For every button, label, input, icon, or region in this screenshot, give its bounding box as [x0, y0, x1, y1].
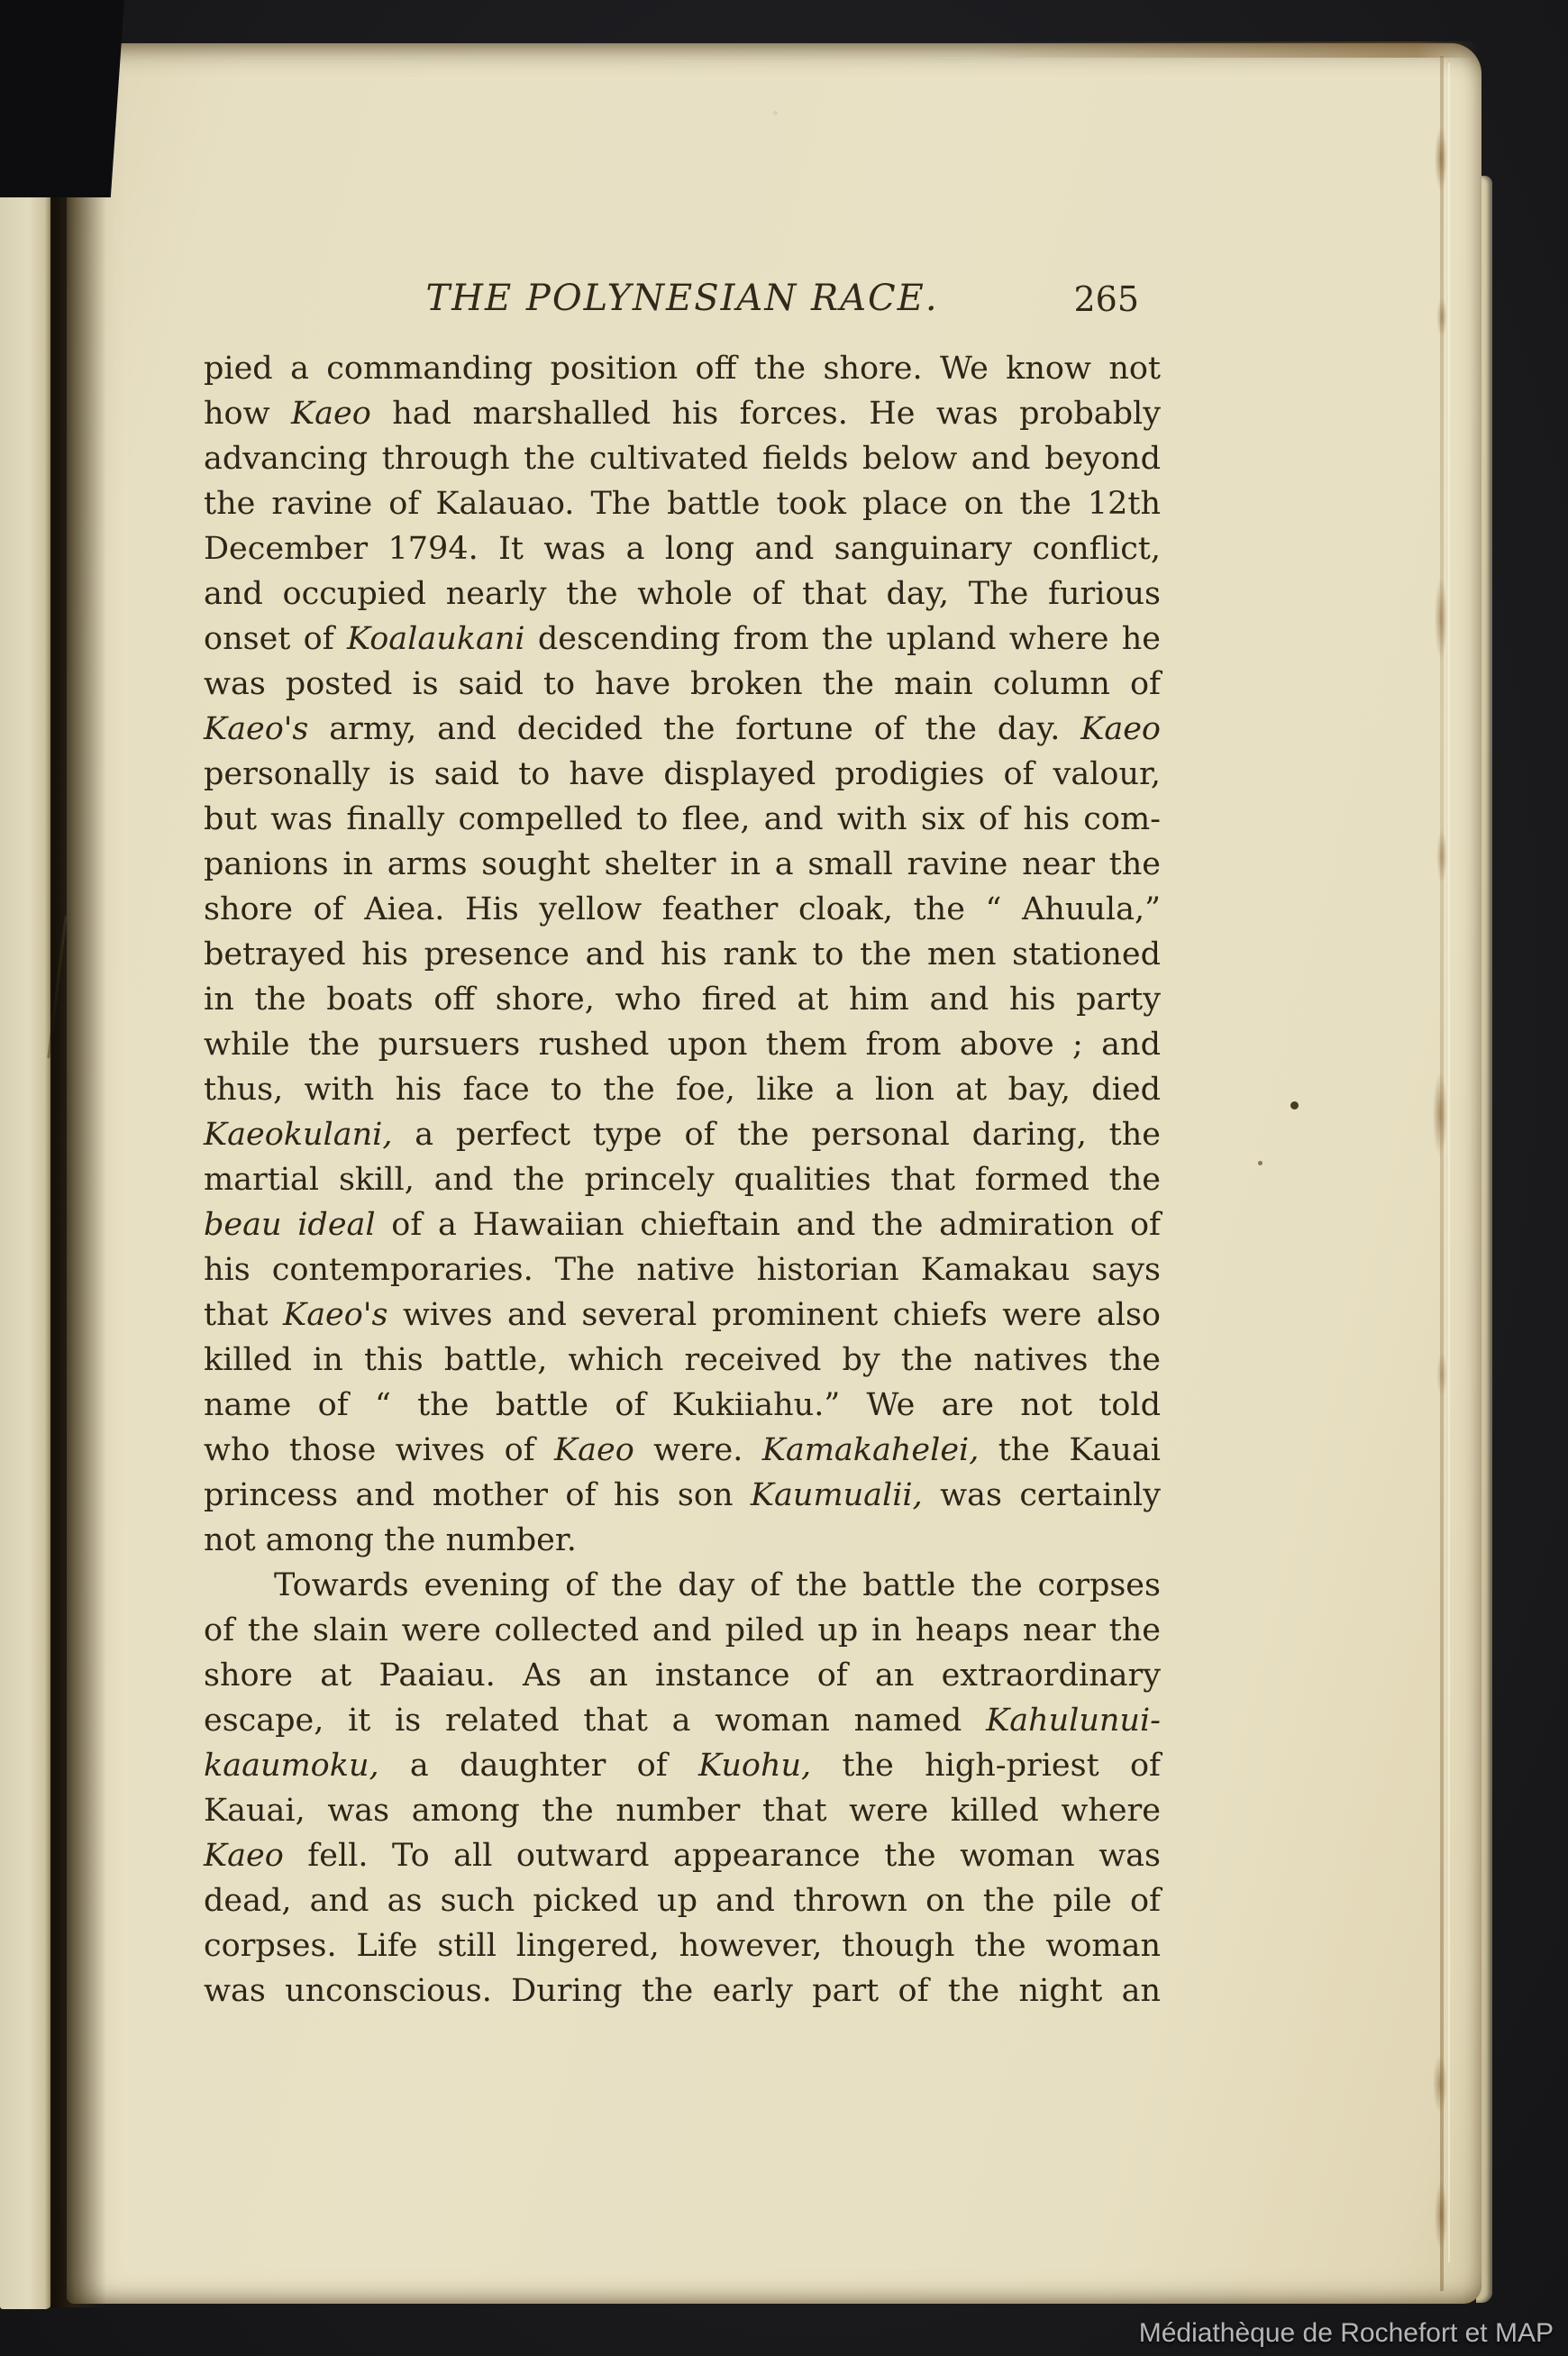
- italic-text-segment: Kuohu,: [697, 1748, 812, 1784]
- text-segment: betrayed his presence and his rank to the men stationed: [204, 936, 1161, 973]
- facing-page-edge: [0, 186, 52, 2309]
- text-segment: pied a commanding position off the shore. We know not: [204, 351, 1161, 387]
- italic-text-segment: Kaeo's: [283, 1297, 388, 1333]
- italic-text-segment: kaaumoku,: [204, 1748, 379, 1784]
- text-line: [204, 1067, 1161, 1112]
- text-segment: the Kauai: [979, 1432, 1161, 1468]
- text-segment: shore of Aiea. His yellow feather cloak, the “ Ahuula,”: [204, 891, 1161, 927]
- running-header-title: THE POLYNESIAN RACE.: [425, 278, 939, 319]
- text-segment: dead, and as such picked up and thrown on the pile of: [204, 1883, 1161, 1919]
- text-line: [204, 616, 1161, 662]
- text-line: [204, 1698, 1161, 1743]
- text-segment: Kauai, was among the number that were killed where: [204, 1793, 1161, 1829]
- italic-text-segment: Kaeo: [291, 396, 371, 432]
- foxing-stain: [1436, 829, 1447, 883]
- text-segment: princess and mother of his son: [204, 1477, 751, 1513]
- text-line: [204, 842, 1161, 887]
- text-segment: the ravine of Kalauao. The battle took place on the 12th: [204, 486, 1161, 522]
- text-segment: was posted is said to have broken the main column of: [204, 666, 1161, 702]
- text-line: [204, 1743, 1161, 1788]
- text-line: [204, 1473, 1161, 1518]
- text-segment: who those wives of: [204, 1432, 554, 1468]
- text-line: [204, 887, 1161, 932]
- text-line: [204, 1112, 1161, 1157]
- spine-shadow: [0, 0, 124, 197]
- foxing-stain: [1435, 126, 1447, 191]
- italic-text-segment: Kaeo: [1080, 711, 1161, 747]
- ink-speck: [773, 111, 778, 115]
- text-line: [204, 1968, 1161, 2014]
- text-line: [204, 1202, 1161, 1247]
- text-segment: Towards evening of the day of the battle the corpses: [274, 1567, 1161, 1603]
- text-line: [204, 1292, 1161, 1338]
- text-line: [204, 1518, 1161, 1563]
- text-segment: of a Hawaiian chieftain and the admiration of: [375, 1207, 1161, 1243]
- book-page: [67, 43, 1481, 2304]
- text-segment: panions in arms sought shelter in a small ravine near the: [204, 846, 1161, 882]
- text-line: [204, 1833, 1161, 1878]
- text-line: [204, 391, 1161, 436]
- italic-text-segment: Kamakahelei,: [761, 1432, 980, 1468]
- page-edge-crease: [1440, 56, 1444, 2291]
- text-line: [204, 797, 1161, 842]
- text-line: [204, 1788, 1161, 1833]
- text-segment: December 1794. It was a long and sanguinary conflict,: [204, 531, 1161, 567]
- text-line: [204, 1878, 1161, 1923]
- text-line: [204, 1383, 1161, 1428]
- text-segment: how: [204, 396, 291, 432]
- italic-text-segment: Kahulunui-: [986, 1703, 1161, 1739]
- text-segment: was certainly: [922, 1477, 1161, 1513]
- italic-text-segment: Koalaukani: [347, 621, 525, 657]
- text-segment: thus, with his face to the foe, like a lion at bay, died: [204, 1072, 1161, 1108]
- text-line: [204, 1923, 1161, 1968]
- running-header: [204, 278, 1161, 324]
- italic-text-segment: beau ideal: [204, 1207, 376, 1243]
- text-line: [204, 932, 1161, 977]
- text-segment: wives and several prominent chiefs were also: [387, 1297, 1161, 1333]
- text-segment: while the pursuers rushed upon them from above ; and: [204, 1027, 1161, 1063]
- page-number: 265: [1073, 279, 1139, 319]
- text-segment: personally is said to have displayed prodigies of valour,: [204, 756, 1161, 792]
- gutter-shadow: [50, 40, 106, 2307]
- text-line: [204, 526, 1161, 571]
- italic-text-segment: Kaeo: [553, 1432, 634, 1468]
- text-line: [204, 1157, 1161, 1202]
- text-segment: corpses. Life still lingered, however, though the woman: [204, 1928, 1161, 1964]
- text-segment: martial skill, and the princely qualities that formed the: [204, 1162, 1161, 1198]
- text-column: [204, 43, 1161, 2304]
- page-edge-highlight: [1448, 63, 1450, 2262]
- text-segment: but was finally compelled to flee, and with six of his com-: [204, 801, 1161, 837]
- foxing-stain: [1436, 1352, 1447, 1397]
- text-line: [204, 752, 1161, 797]
- text-line: [204, 1022, 1161, 1067]
- foxing-stain: [1435, 577, 1447, 660]
- body-text: [204, 346, 1161, 2014]
- text-line: [204, 436, 1161, 481]
- text-segment: and occupied nearly the whole of that day, The furious: [204, 576, 1161, 612]
- foxing-stain: [1435, 2181, 1447, 2250]
- text-segment: descending from the upland where he: [524, 621, 1161, 657]
- foxing-stain: [973, 41, 1478, 58]
- text-line: [204, 571, 1161, 616]
- text-segment: not among the number.: [204, 1522, 577, 1558]
- text-segment: was unconscious. During the early part of the night an: [204, 1973, 1161, 2009]
- foxing-stain: [1433, 2055, 1447, 2113]
- text-segment: that: [204, 1297, 284, 1333]
- italic-text-segment: Kaumualii,: [750, 1477, 923, 1513]
- text-segment: a perfect type of the personal daring, the: [392, 1117, 1161, 1153]
- text-segment: his contemporaries. The native historian Kamakau says: [204, 1252, 1161, 1288]
- text-line: [204, 707, 1161, 752]
- text-segment: were.: [634, 1432, 762, 1468]
- text-segment: escape, it is related that a woman named: [204, 1703, 987, 1739]
- ink-speck: [1290, 1101, 1299, 1110]
- foxing-stain: [1433, 1073, 1447, 1155]
- ink-speck: [1258, 1161, 1263, 1165]
- text-line: [204, 1247, 1161, 1292]
- text-line: [204, 977, 1161, 1022]
- text-segment: name of “ the battle of Kukiiahu.” We are not told: [204, 1387, 1161, 1423]
- text-segment: fell. To all outward appearance the woman was: [283, 1838, 1161, 1874]
- foxing-stain: [1436, 297, 1447, 337]
- text-line: [204, 481, 1161, 526]
- text-segment: army, and decided the fortune of the day.: [308, 711, 1081, 747]
- text-segment: onset of: [204, 621, 347, 657]
- text-line: [204, 1338, 1161, 1383]
- text-segment: had marshalled his forces. He was probably: [370, 396, 1161, 432]
- italic-text-segment: Kaeokulani,: [204, 1117, 393, 1153]
- text-segment: a daughter of: [378, 1748, 698, 1784]
- text-segment: killed in this battle, which received by the natives the: [204, 1342, 1161, 1378]
- text-line: [204, 1608, 1161, 1653]
- text-segment: the high-priest of: [811, 1748, 1161, 1784]
- text-line: [204, 1653, 1161, 1698]
- text-line: [204, 1428, 1161, 1473]
- text-segment: shore at Paaiau. As an instance of an extraordinary: [204, 1657, 1161, 1694]
- text-line: [204, 1563, 1161, 1608]
- text-line: [204, 346, 1161, 391]
- text-segment: of the slain were collected and piled up in heaps near the: [204, 1612, 1161, 1648]
- italic-text-segment: Kaeo's: [204, 711, 309, 747]
- text-segment: in the boats off shore, who fired at him and his party: [204, 982, 1161, 1018]
- text-line: [204, 662, 1161, 707]
- library-watermark: Médiathèque de Rochefort et MAP: [1138, 2318, 1554, 2348]
- text-segment: advancing through the cultivated fields below and beyond: [204, 441, 1161, 477]
- italic-text-segment: Kaeo: [204, 1838, 284, 1874]
